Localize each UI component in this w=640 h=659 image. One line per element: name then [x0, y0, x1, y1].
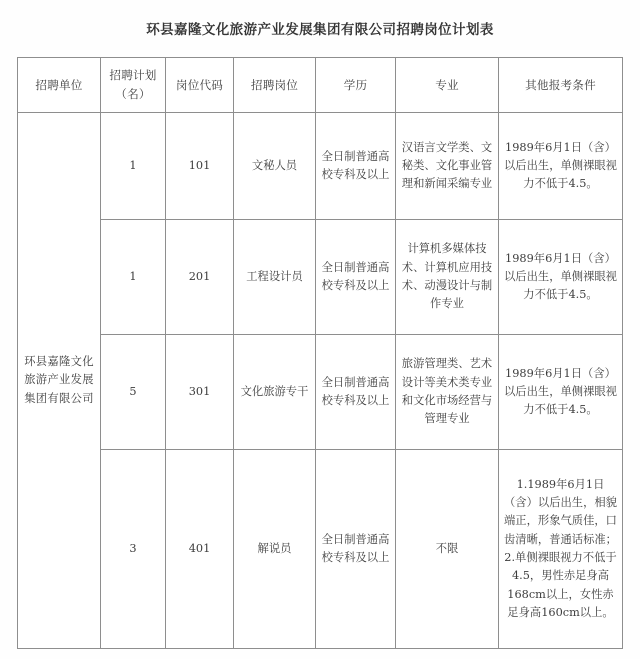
cell-major: 计算机多媒体技术、计算机应用技术、动漫设计与制作专业 [396, 220, 499, 335]
cell-education: 全日制普通高校专科及以上 [316, 450, 396, 649]
table-body [18, 113, 623, 649]
cell-post-name: 工程设计员 [234, 220, 316, 335]
recruitment-plan-table [17, 57, 623, 649]
cell-other-conditions: 1989年6月1日（含）以后出生，单侧裸眼视力不低于4.5。 [499, 220, 623, 335]
cell-major: 汉语言文学类、文秘类、文化事业管理和新闻采编专业 [396, 113, 499, 220]
cell-post-code: 201 [166, 220, 234, 335]
column-header-post: 招聘岗位 [234, 58, 316, 113]
page-title: 环县嘉隆文化旅游产业发展集团有限公司招聘岗位计划表 [146, 22, 494, 38]
cell-post-code: 301 [166, 335, 234, 450]
cell-plan-count: 5 [101, 335, 166, 450]
cell-post-code: 101 [166, 113, 234, 220]
cell-recruiting-unit: 环县嘉隆文化旅游产业发展集团有限公司 [18, 113, 101, 649]
table-row [18, 113, 623, 220]
cell-post-name: 文化旅游专干 [234, 335, 316, 450]
table-row [18, 335, 623, 450]
cell-other-conditions: 1.1989年6月1日（含）以后出生，相貌端正，形象气质佳，口齿清晰，普通话标准；2.单侧裸眼视力不低于4.5，男性赤足身高168cm以上，女性赤足身高160cm以上。 [499, 450, 623, 649]
cell-post-name: 文秘人员 [234, 113, 316, 220]
column-header-code: 岗位代码 [166, 58, 234, 113]
cell-major: 不限 [396, 450, 499, 649]
table-row [18, 450, 623, 649]
cell-other-conditions: 1989年6月1日（含）以后出生，单侧裸眼视力不低于4.5。 [499, 335, 623, 450]
column-header-other: 其他报考条件 [499, 58, 623, 113]
column-header-unit: 招聘单位 [18, 58, 101, 113]
cell-plan-count: 1 [101, 220, 166, 335]
recruitment-plan-table-wrapper [17, 57, 622, 649]
column-header-education: 学历 [316, 58, 396, 113]
column-header-plan: 招聘计划（名） [101, 58, 166, 113]
cell-plan-count: 3 [101, 450, 166, 649]
column-header-major: 专业 [396, 58, 499, 113]
table-row [18, 220, 623, 335]
cell-education: 全日制普通高校专科及以上 [316, 220, 396, 335]
cell-post-name: 解说员 [234, 450, 316, 649]
cell-education: 全日制普通高校专科及以上 [316, 335, 396, 450]
table-header-row [18, 58, 623, 113]
cell-education: 全日制普通高校专科及以上 [316, 113, 396, 220]
cell-major: 旅游管理类、艺术设计等美术类专业和文化市场经营与管理专业 [396, 335, 499, 450]
table-header [18, 58, 623, 113]
cell-plan-count: 1 [101, 113, 166, 220]
cell-other-conditions: 1989年6月1日（含）以后出生，单侧裸眼视力不低于4.5。 [499, 113, 623, 220]
cell-post-code: 401 [166, 450, 234, 649]
